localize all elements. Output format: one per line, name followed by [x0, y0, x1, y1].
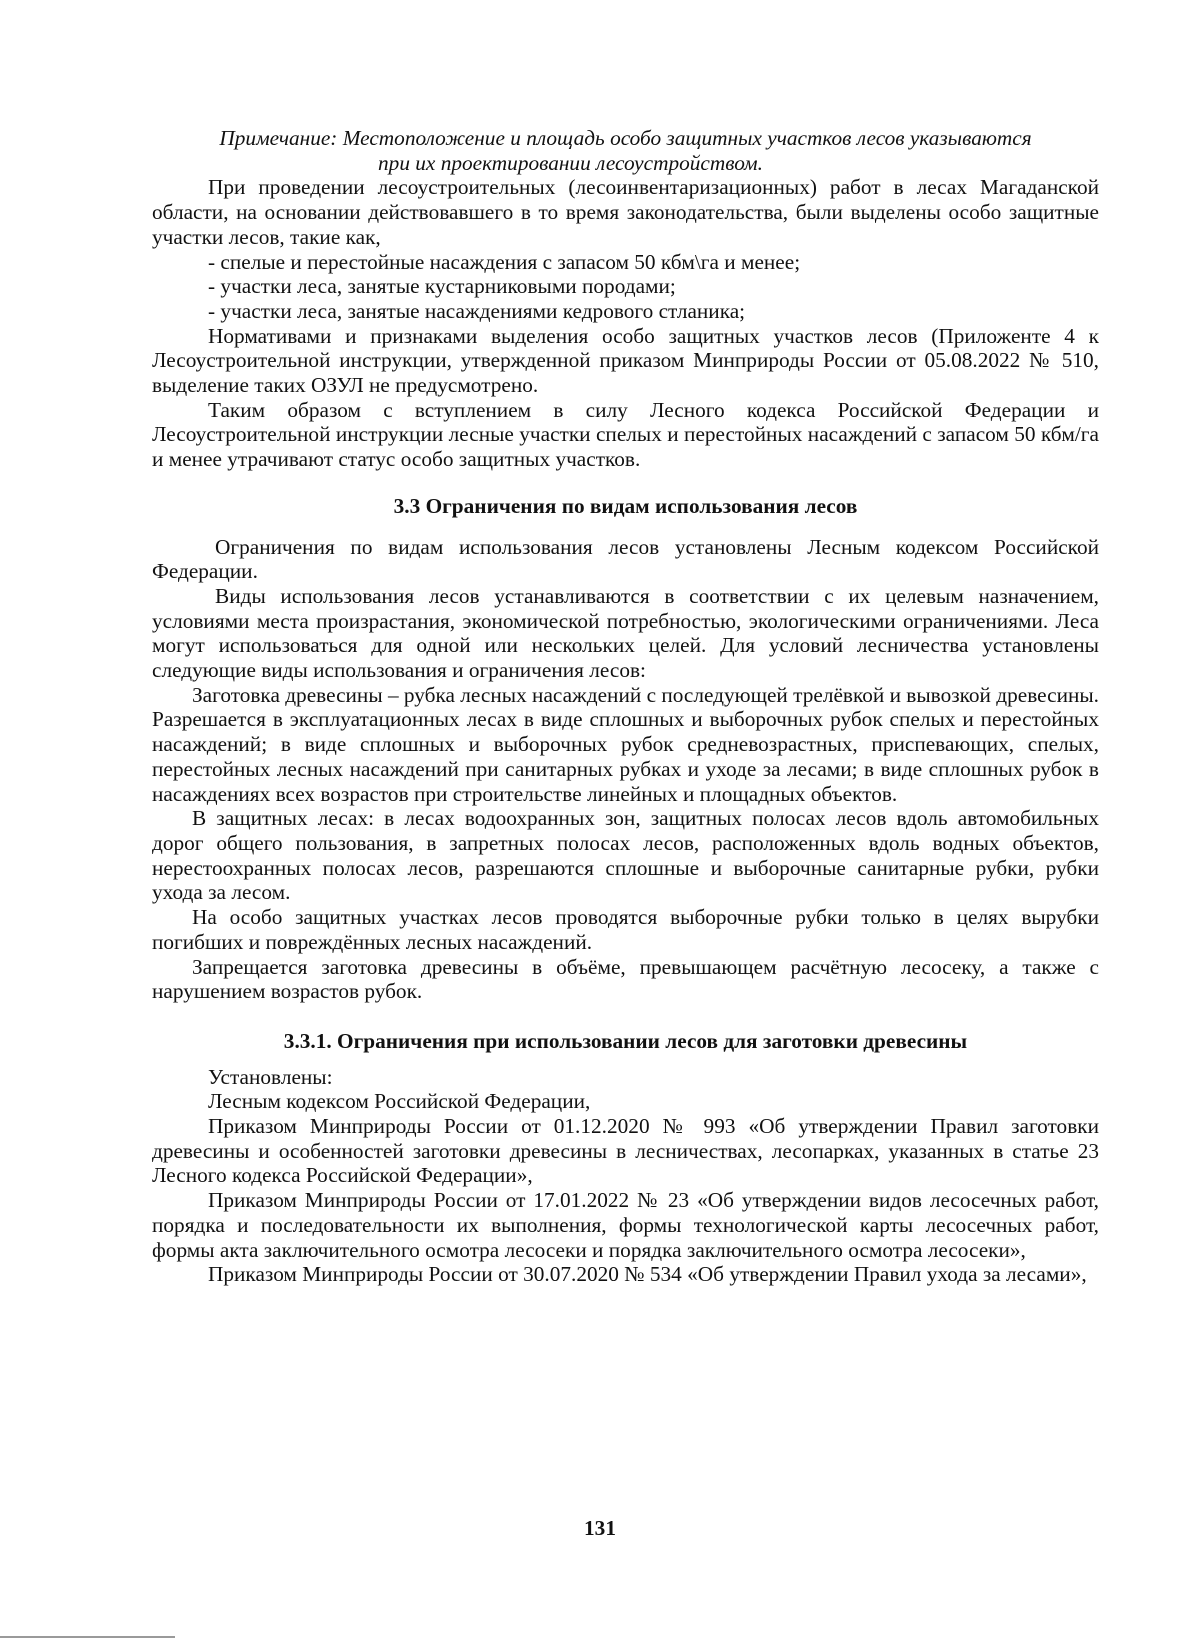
- note: [152, 126, 1099, 175]
- order-534-paragraph: Приказом Минприроды России от 30.07.2020 № 534 «Об утверждении Правил ухода за лесами»,: [208, 1262, 1087, 1287]
- order-993-paragraph: Приказом Минприроды России от 01.12.2020 № 993 «Об утверждении Правил заготовки древесины и особенностей заготовки древесины в лесничествах, лесопарках, указанных в статье 23 Лесного кодекса Российской Федерации»,: [152, 1114, 1099, 1188]
- note-line-1: Примечание: Местоположение и площадь особо защитных участков лесов указываются: [219, 126, 1032, 150]
- intro-paragraph: При проведении лесоустроительных (лесоинвентаризационных) работ в лесах Магаданской области, на основании действовавшего в то время законодательства, были выделены особо защитные участки лесов, такие как,: [152, 175, 1099, 249]
- document-page: [152, 126, 1099, 1287]
- timber-harvest-paragraph: Заготовка древесины – рубка лесных насаждений с последующей трелёвкой и вывозкой древесины. Разрешается в эксплуатационных лесах в виде сплошных и выборочных рубок спелых и перестойных насаждений; в виде сплошных и выборочных рубок средневозрастных, приспевающих, спелых, перестойных лесных насаждений при санитарных рубках и уходе за лесами; в виде сплошных рубок в насаждениях всех возрастов при строительстве линейных и площадных объектов.: [152, 682, 1100, 806]
- scan-edge-line: [0, 1636, 175, 1638]
- section-3-3-title: 3.3 Ограничения по видам использования лесов: [393, 493, 858, 518]
- list-item: - спелые и перестойные насаждения с запасом 50 кбм\га и менее;: [208, 249, 801, 274]
- list-item: - участки леса, занятые кустарниковыми породами;: [208, 274, 676, 299]
- restrictions-paragraph: Ограничения по видам использования лесов установлены Лесным кодексом Российской Федерации.: [152, 534, 1099, 584]
- section-3-3-1-title: 3.3.1. Ограничения при использовании лесов для заготовки древесины: [283, 1028, 968, 1053]
- page-number: 131: [584, 1516, 616, 1540]
- prohibition-paragraph: Запрещается заготовка древесины в объёме, превышающем расчётную лесосеку, а также с нарушением возрастов рубок.: [152, 954, 1099, 1004]
- established-paragraph: Установлены:: [208, 1064, 333, 1089]
- forest-code-paragraph: Лесным кодексом Российской Федерации,: [208, 1089, 591, 1114]
- list-item: - участки леса, занятые насаждениями кедрового стланика;: [208, 298, 746, 323]
- conclusion-paragraph: Таким образом с вступлением в силу Лесного кодекса Российской Федерации и Лесоустроительной инструкции лесные участки спелых и перестойных насаждений с запасом 50 кбм/га и менее утрачивают статус особо защитных участков.: [152, 397, 1099, 472]
- special-areas-paragraph: На особо защитных участках лесов проводятся выборочные рубки только в целях вырубки погибших и повреждённых лесных насаждений.: [152, 905, 1099, 954]
- note-line-2: при их проектировании лесоустройством.: [378, 150, 763, 175]
- protective-forests-paragraph: В защитных лесах: в лесах водоохранных зон, защитных полосах лесов вдоль автомобильных дорог общего пользования, в запретных полосах лесов, расположенных вдоль водных объектов, нерестоохранных полосах лесов, разрешаются сплошные и выборочные санитарные рубки, рубки ухода за лесом.: [152, 806, 1099, 905]
- norms-paragraph: Нормативами и признаками выделения особо защитных участков лесов (Приложенте 4 к Лесоустроительной инструкции, утвержденной приказом Минприроды России от 05.08.2022 № 510, выделение таких ОЗУЛ не предусмотрено.: [152, 323, 1099, 398]
- order-23-paragraph: Приказом Минприроды России от 17.01.2022 № 23 «Об утверждении видов лесосечных работ, порядка и последовательности их выполнения, формы технологической карты лесосечных работ, формы акта заключительного осмотра лесосеки и порядка заключительного осмотра лесосеки»,: [152, 1188, 1099, 1262]
- usage-types-paragraph: Виды использования лесов устанавливаются в соответствии с их целевым назначением, условиями места произрастания, экономической потребностью, экологическими ограничениями. Леса могут использоваться для одной или нескольких целей. Для условий лесничества установлены следующие виды использования и ограничения лесов:: [152, 583, 1099, 683]
